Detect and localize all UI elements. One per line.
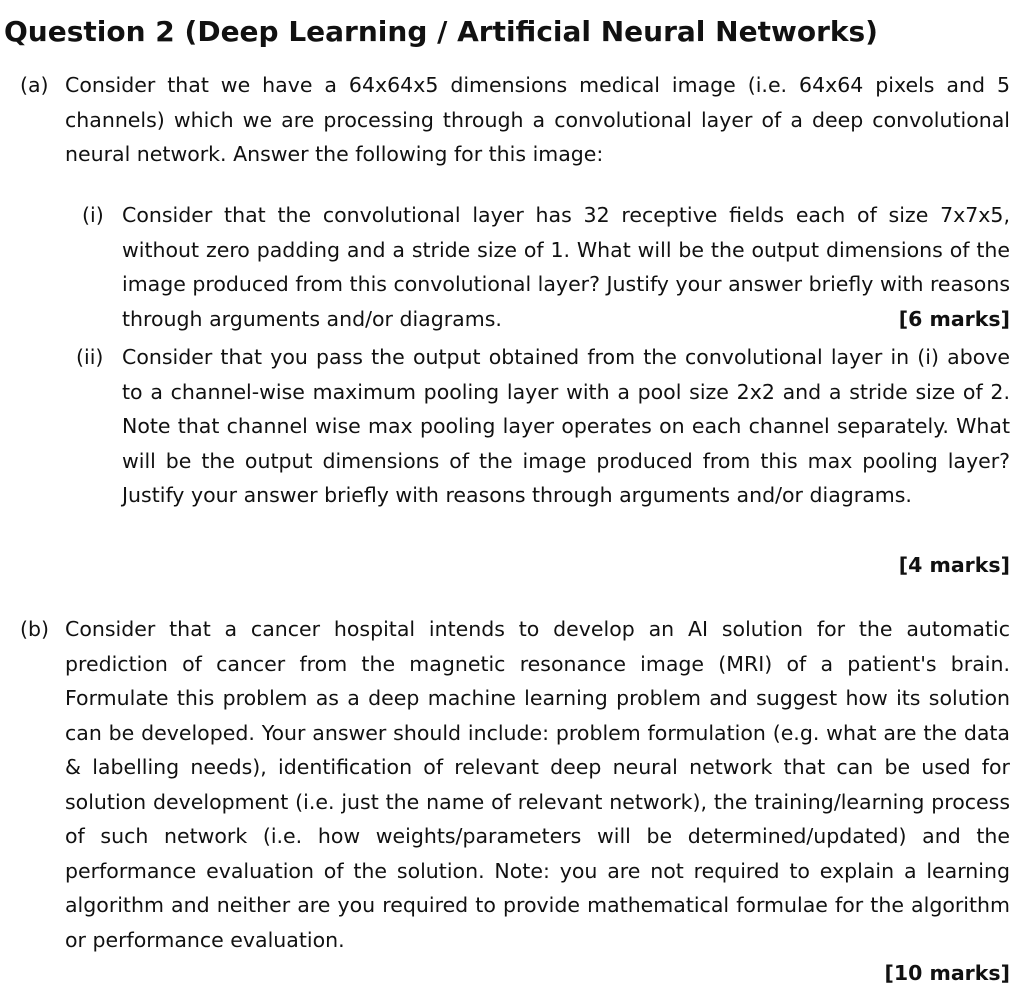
- part-a-label: (a): [20, 73, 49, 97]
- sub-i-marks: [6 marks]: [898, 306, 1010, 331]
- sub-i-label: (i): [82, 203, 104, 227]
- part-a-sub-ii: [76, 340, 1010, 513]
- part-b-label: (b): [20, 617, 50, 641]
- question-title: Question 2 (Deep Learning / Artificial Neural Networks): [4, 15, 878, 48]
- part-b: [20, 612, 1010, 957]
- part-b-marks: [10 marks]: [884, 961, 1010, 985]
- sub-ii-text: Consider that you pass the output obtained from the convolutional layer in (i) above to a channel-wise maximum pooling layer with a pool size 2x2 and a stride size of 2. Note that channel wise max pooling layer operates on each channel separately. What will be the output dimensions of the image produced from this max pooling layer? Justify your answer briefly with reasons through arguments and/or diagrams.: [122, 345, 1010, 507]
- sub-ii-marks: [4 marks]: [898, 553, 1010, 577]
- part-a: [20, 68, 1010, 172]
- sub-ii-label: (ii): [76, 345, 104, 369]
- part-a-text: Consider that we have a 64x64x5 dimensions medical image (i.e. 64x64 pixels and 5 channels) which we are processing through a convolutional layer of a deep convolutional neural network. Answer the following for this image:: [65, 73, 1010, 166]
- part-a-sub-i: [82, 198, 1010, 336]
- part-b-text: Consider that a cancer hospital intends to develop an AI solution for the automatic prediction of cancer from the magnetic resonance image (MRI) of a patient's brain. Formulate this problem as a deep machine learning problem and suggest how its solution can be developed. Your answer should include: problem formulation (e.g. what are the data & labelling needs), identification of relevant deep neural network that can be used for solution development (i.e. just the name of relevant network), the training/learning process of such network (i.e. how weights/parameters will be determined/updated) and the performance evaluation of the solution. Note: you are not required to explain a learning algorithm and neither are you required to provide mathematical formulae for the algorithm or performance evaluation.: [65, 617, 1010, 952]
- sub-i-body: [122, 198, 1010, 336]
- sub-i-text: Consider that the convolutional layer has 32 receptive fields each of size 7x7x5, without zero padding and a stride size of 1. What will be the output dimensions of the image produced from this convolutional layer? Justify your answer briefly with reasons through arguments and/or diagrams.: [122, 203, 1010, 331]
